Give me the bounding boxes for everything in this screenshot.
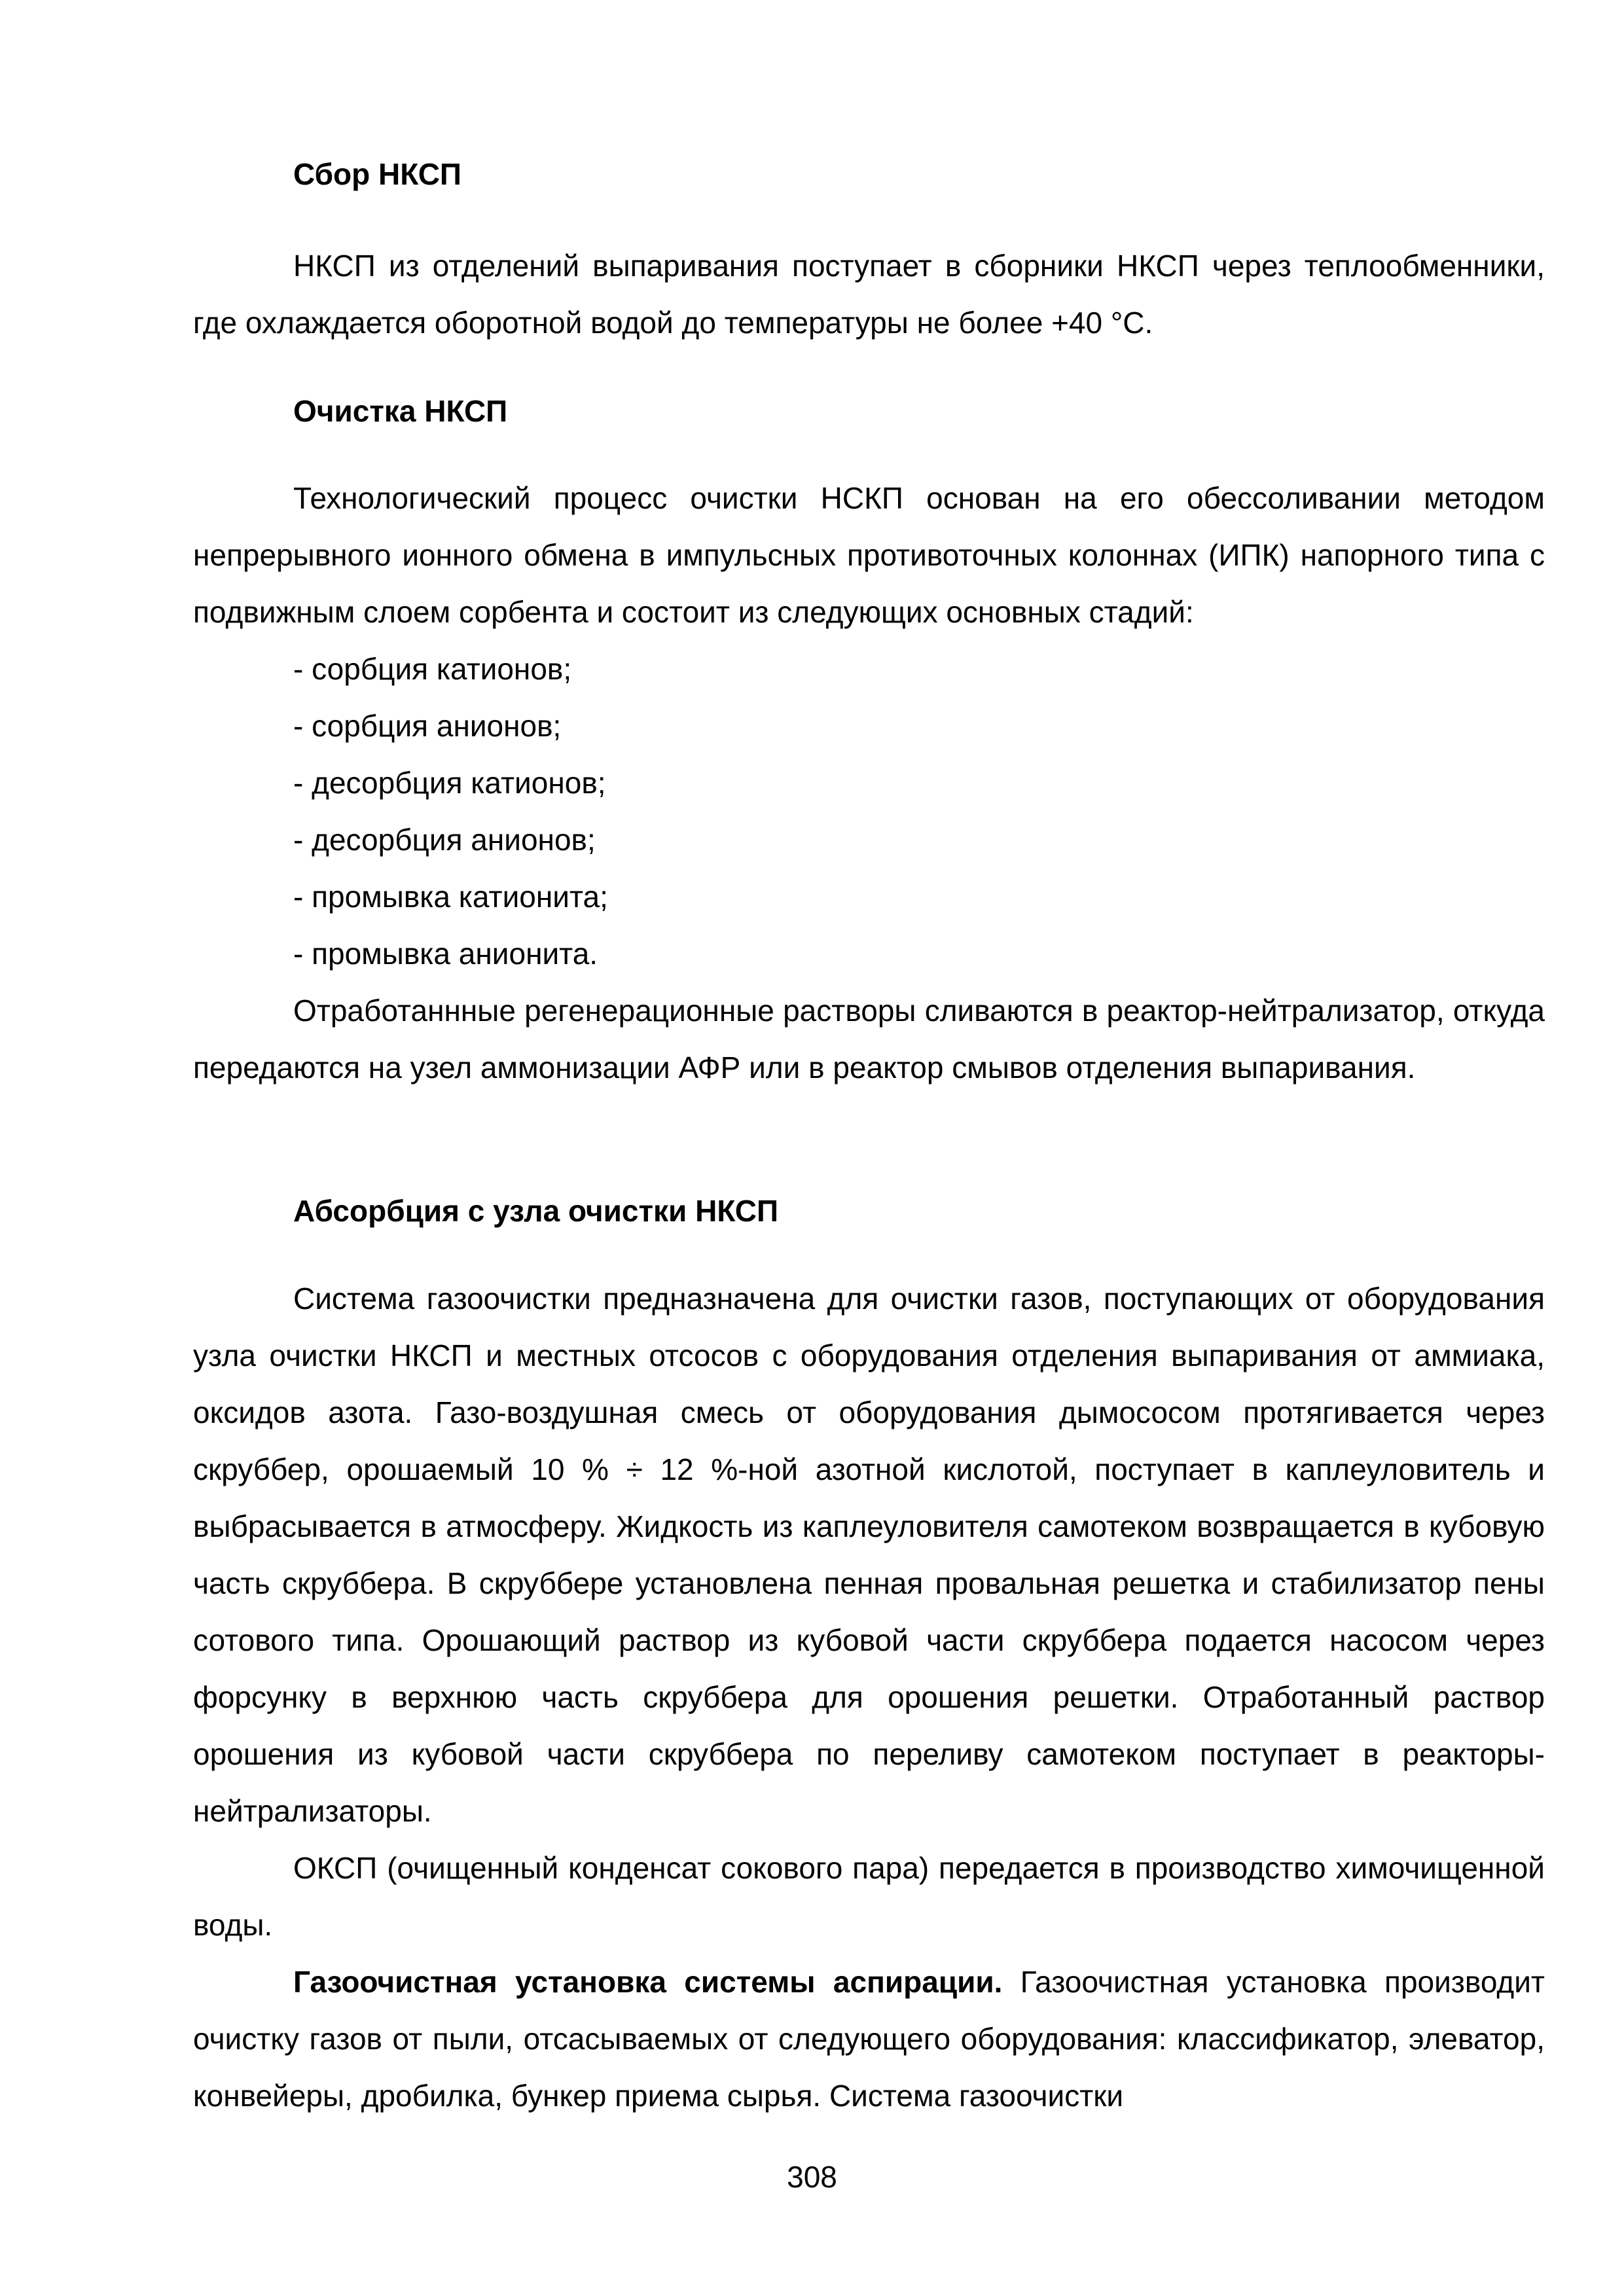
section2-body: [193, 470, 1545, 1096]
heading-absorbtsiya: Абсорбция с узла очистки НКСП: [293, 1194, 779, 1228]
page-number: 308: [787, 2160, 837, 2194]
section2-intro: Технологический процесс очистки НСКП основан на его обессоливании методом непрерывного ионного обмена в импульсных противоточных колоннах (ИПК) напорного типа с подвижным слоем сорбента и состоит из следующих основных стадий:: [193, 481, 1545, 629]
section3-paragraph3: [193, 1954, 1545, 2125]
stage-item-1: - сорбция катионов;: [293, 652, 572, 686]
stage-item-3: - десорбция катионов;: [293, 766, 606, 800]
aspiration-text: Газоочистная установка производит очистку газов от пыли, отсасываемых от следующего оборудования: классификатор, элеватор, конвейеры, дробилка, бункер приема сырья. Система газоочистки: [193, 1965, 1545, 2113]
section1-paragraph: НКСП из отделений выпаривания поступает в сборники НКСП через теплообменники, где охлаждается оборотной водой до температуры не более +40 °С.: [193, 249, 1545, 340]
heading-ochistka-nksp: Очистка НКСП: [293, 394, 508, 428]
heading-sbor-nksp: Сбор НКСП: [293, 157, 461, 191]
stage-item-2: - сорбция анионов;: [293, 709, 562, 743]
section2-after: Отработаннные регенерационные растворы сливаются в реактор-нейтрализатор, откуда передаются на узел аммонизации АФР или в реактор смывов отделения выпаривания.: [193, 994, 1545, 1085]
aspiration-title: Газоочистная установка системы аспирации.: [293, 1965, 1003, 1999]
section3-paragraph1: Система газоочистки предназначена для очистки газов, поступающих от оборудования узла очистки НКСП и местных отсосов с оборудования отделения выпаривания от аммиака, оксидов азота. Газо-воздушная смесь от оборудования дымососом протягивается через скруббер, орошаемый 10 % ÷ 12 %-ной азотной кислотой, поступает в каплеуловитель и выбрасывается в атмосферу. Жидкость из каплеуловителя самотеком возвращается в кубовую часть скруббера. В скруббере установлена пенная провальная решетка и стабилизатор пены сотового типа. Орошающий раствор из кубовой части скруббера подается насосом через форсунку в верхнюю часть скруббера для орошения решетки. Отработанный раствор орошения из кубовой части скруббера по переливу самотеком поступает в реакторы-нейтрализаторы.: [193, 1282, 1545, 1828]
section1-body: [193, 238, 1545, 351]
section3-paragraph2: ОКСП (очищенный конденсат сокового пара) передается в производство химочищенной воды.: [193, 1851, 1545, 1942]
stage-item-6: - промывка анионита.: [293, 937, 598, 971]
stage-item-5: - промывка катионита;: [293, 880, 608, 914]
section3-body: [193, 1270, 1545, 2125]
stage-item-4: - десорбция анионов;: [293, 823, 596, 857]
